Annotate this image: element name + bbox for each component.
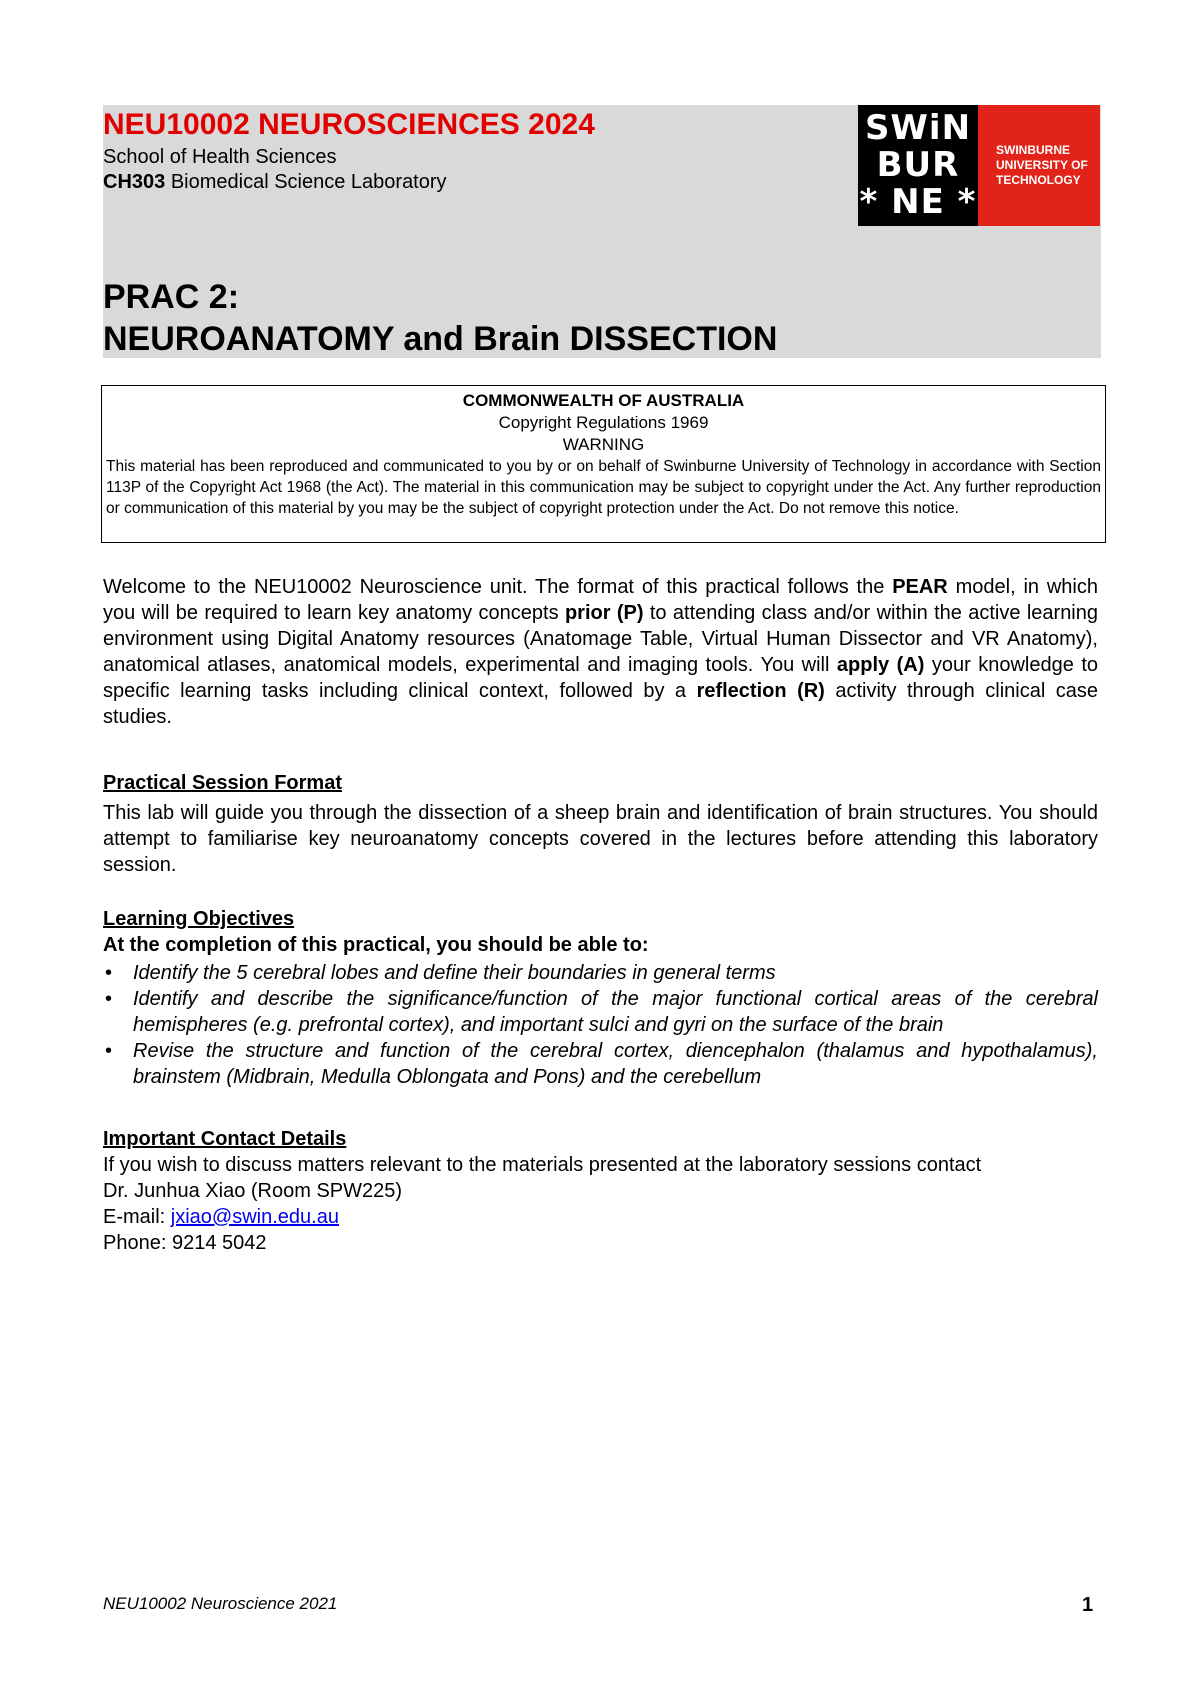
contact-intro: If you wish to discuss matters relevant to the materials presented at the laboratory sessions contact <box>103 1154 982 1176</box>
logo-wordmark-line3: * NE * <box>859 182 977 222</box>
logo-wordmark-line1: SWiN <box>864 108 972 148</box>
copyright-regulations: Copyright Regulations 1969 <box>498 413 709 432</box>
page-number: 1 <box>1082 1594 1094 1616</box>
email-link[interactable]: jxiao@swin.edu.au <box>170 1206 339 1228</box>
welcome-text-2: model, in which you will be required to learn key anatomy concepts <box>103 576 1098 624</box>
welcome-text-3: to attending class and/or within the active learning environment using Digital Anatomy resources (Anatomage Table, Virtual Human Dissector and VR Anatomy), anatomical atlases, anatomical models, experimental and imaging tools. You will <box>103 602 1098 676</box>
copyright-body: This material has been reproduced and communicated to you by or on behalf of Swinburne University of Technology in accordance with Section 113P of the Copyright Act 1968 (the Act). The material in this communication may be subject to copyright under the Act. Any further reproduction or communication of this material by you may be the subject of copyright protection under the Act. Do not remove this notice. <box>106 458 1101 517</box>
welcome-paragraph <box>103 574 1098 730</box>
logo-text-line1: SWINBURNE <box>996 143 1070 157</box>
lab-code: CH303 <box>103 171 166 193</box>
learning-objectives-list <box>103 960 1098 1090</box>
prac-title <box>103 276 777 360</box>
course-title: NEU10002 NEUROSCIENCES 2024 <box>103 108 595 141</box>
contact-name: Dr. Junhua Xiao (Room SPW225) <box>103 1180 403 1202</box>
welcome-text-1: Welcome to the NEU10002 Neuroscience unit. The format of this practical follows the <box>103 576 893 598</box>
objective-text: Revise the structure and function of the cerebral cortex, diencephalon (thalamus and hypothalamus), brainstem (Midbrain, Medulla Oblongata and Pons) and the cerebellum <box>133 1040 1098 1088</box>
welcome-text-4: your knowledge to specific learning tasks including clinical context, followed by a <box>103 654 1098 702</box>
learning-objectives-intro: At the completion of this practical, you should be able to: <box>103 934 649 956</box>
logo-wordmark <box>858 105 978 226</box>
learning-objectives-heading: Learning Objectives <box>103 908 295 930</box>
bullet-icon: • <box>105 988 113 1010</box>
bullet-icon: • <box>105 1040 113 1062</box>
lab-name: Biomedical Science Laboratory <box>165 171 447 193</box>
welcome-bold-reflection: reflection (R) <box>696 680 825 702</box>
logo-text <box>978 105 1100 226</box>
practical-format-body: This lab will guide you through the dissection of a sheep brain and identification of brain structures. You should attempt to familiarise key neuroanatomy concepts covered in the lectures before attending this laboratory session. <box>103 802 1098 876</box>
bullet-icon: • <box>105 962 113 984</box>
email-label: E-mail: <box>103 1206 171 1228</box>
logo-text-line3: TECHNOLOGY <box>996 173 1081 187</box>
lab-location <box>103 170 447 194</box>
prac-title-line1: PRAC 2: <box>103 278 240 316</box>
contact-phone: Phone: 9214 5042 <box>103 1232 267 1254</box>
swinburne-logo <box>858 105 1100 226</box>
contact-email-line <box>103 1204 339 1230</box>
copyright-notice <box>101 385 1106 543</box>
prac-title-line2: NEUROANATOMY and Brain DISSECTION <box>103 320 778 358</box>
copyright-heading: COMMONWEALTH OF AUSTRALIA <box>462 391 745 410</box>
objective-text: Identify and describe the significance/function of the major functional cortical areas of the cerebral hemispheres (e.g. prefrontal cortex), and important sulci and gyri on the surface of the brain <box>133 988 1098 1036</box>
contact-heading: Important Contact Details <box>103 1128 347 1150</box>
practical-format-heading: Practical Session Format <box>103 772 342 794</box>
objective-text: Identify the 5 cerebral lobes and define their boundaries in general terms <box>133 962 776 984</box>
school-name: School of Health Sciences <box>103 146 337 168</box>
footer-text: NEU10002 Neuroscience 2021 <box>103 1594 338 1613</box>
list-item <box>103 1038 1098 1090</box>
welcome-bold-prior: prior (P) <box>564 602 644 624</box>
welcome-bold-apply: apply (A) <box>836 654 925 676</box>
logo-wordmark-line2: BUR <box>876 145 960 185</box>
copyright-warning: WARNING <box>562 435 645 454</box>
list-item <box>103 960 1098 986</box>
list-item <box>103 986 1098 1038</box>
welcome-bold-pear: PEAR <box>892 576 948 598</box>
welcome-text-5: activity through clinical case studies. <box>103 680 1099 728</box>
logo-text-line2: UNIVERSITY OF <box>996 158 1088 172</box>
